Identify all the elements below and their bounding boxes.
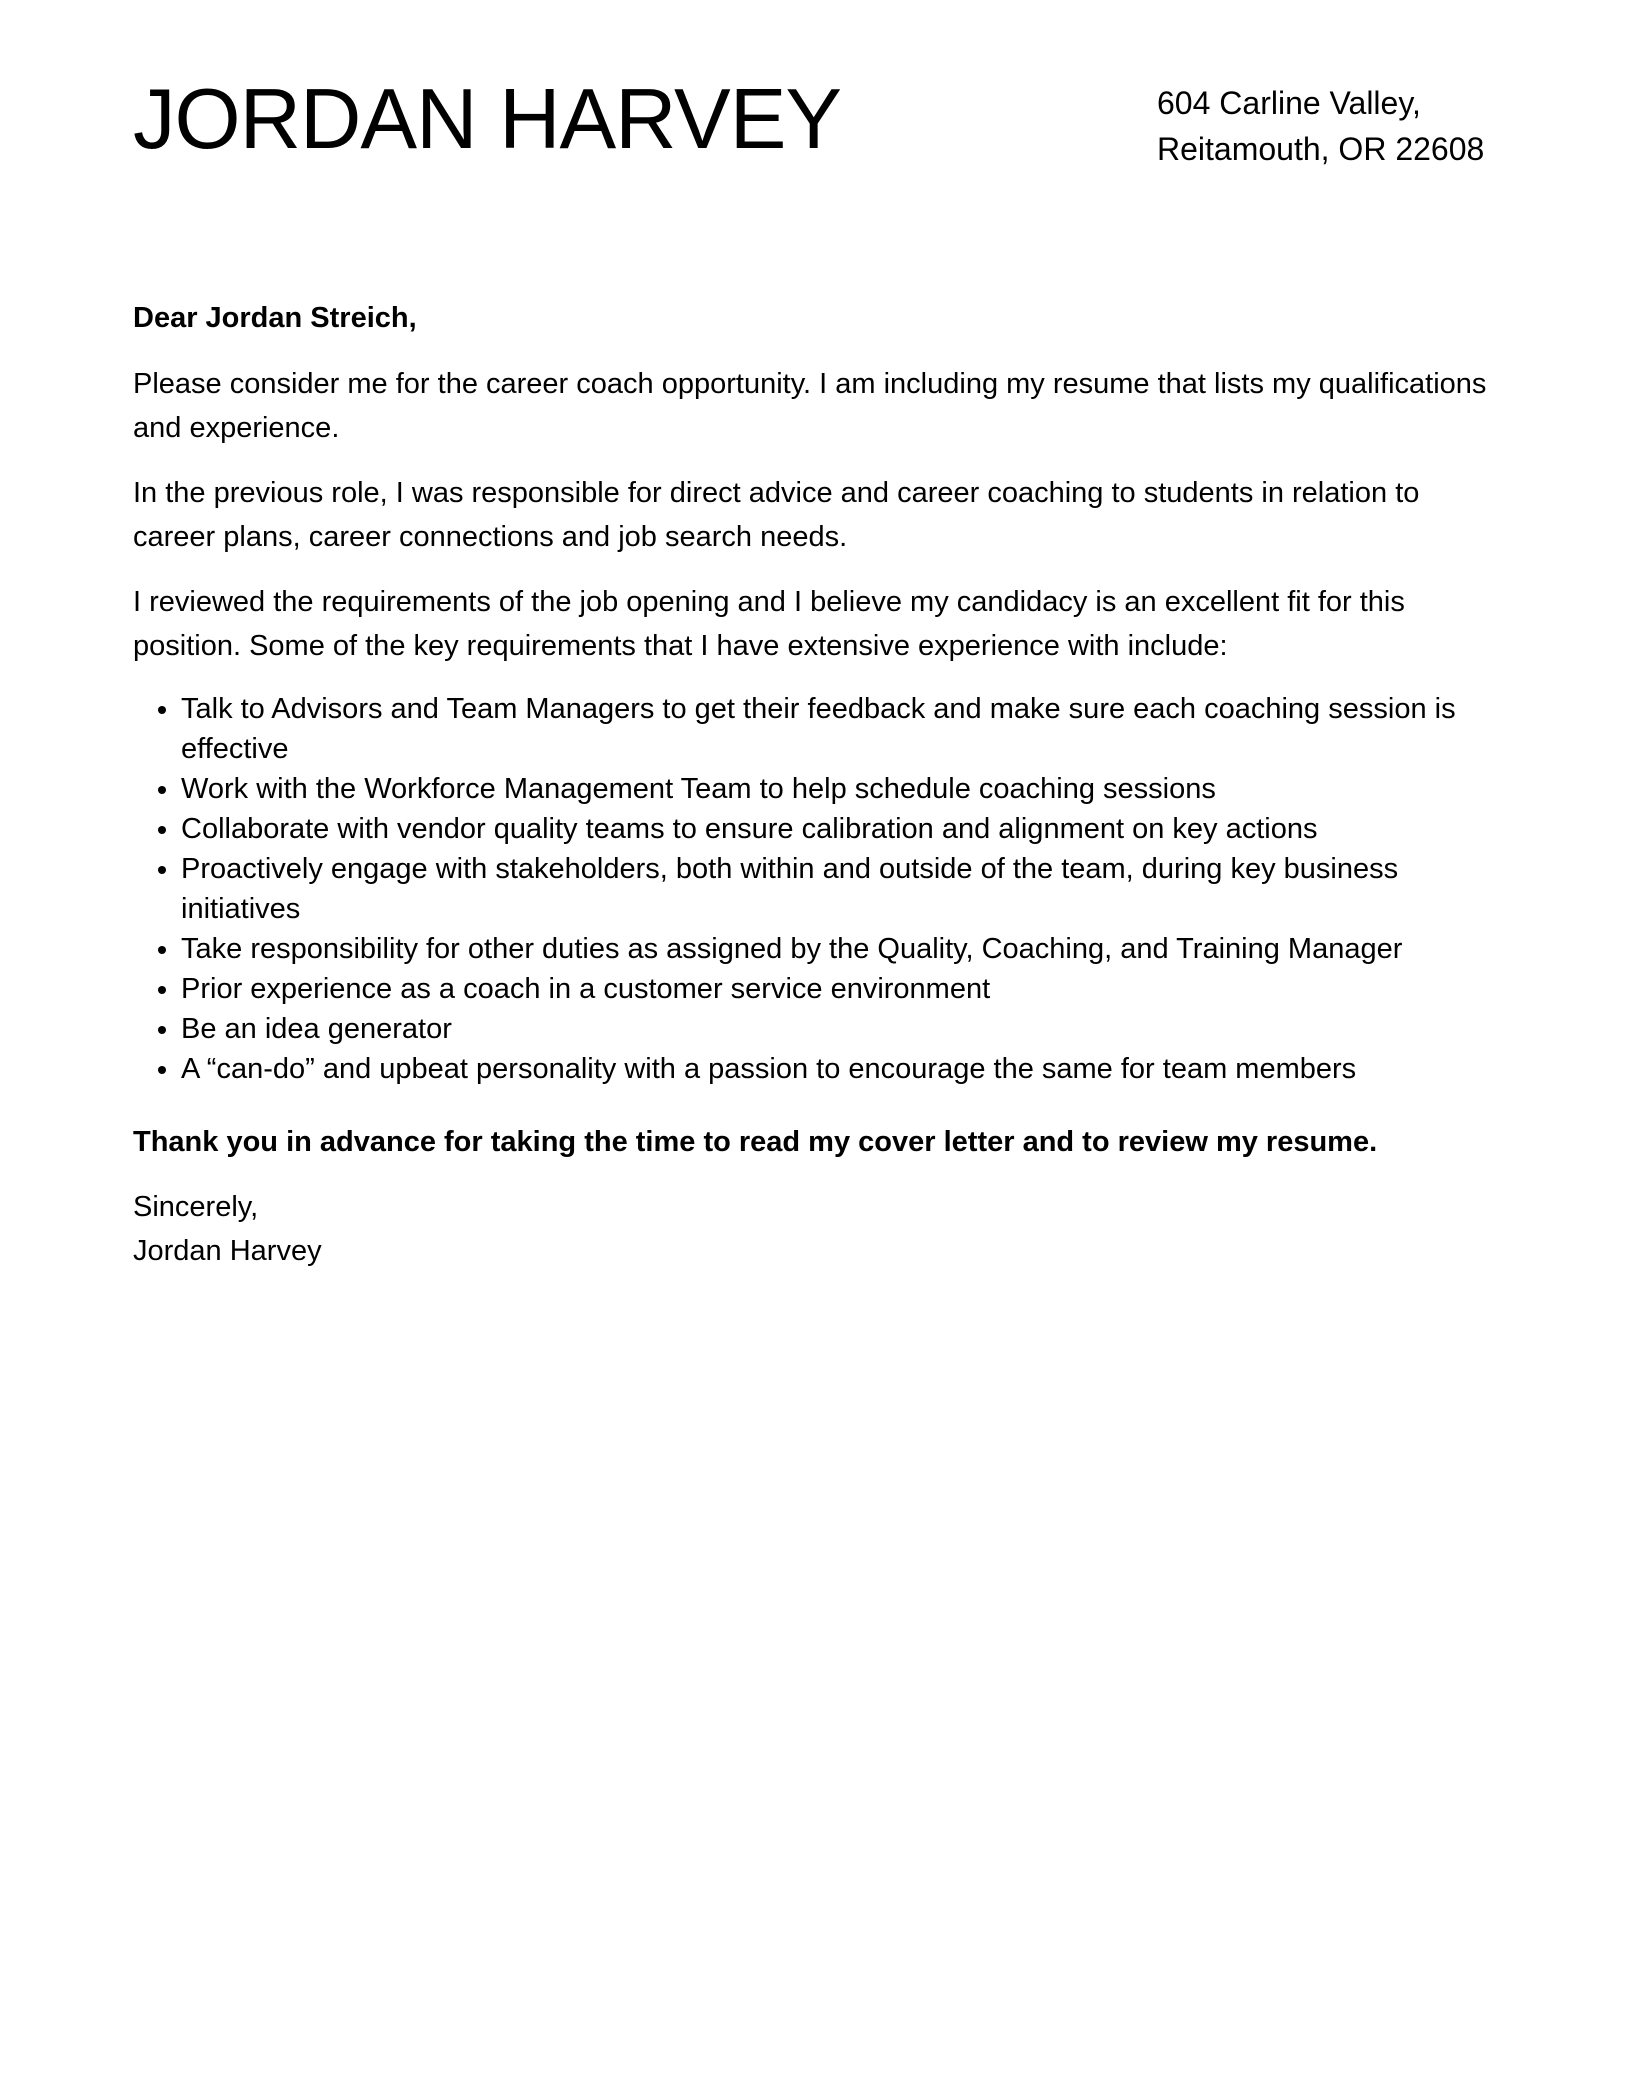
address-block bbox=[1157, 80, 1557, 172]
address-line-1: 604 Carline Valley, bbox=[1157, 85, 1421, 121]
applicant-name: JORDAN HARVEY bbox=[133, 72, 842, 167]
paragraph-intro: Please consider me for the career coach opportunity. I am including my resume that lists my qualifications and experience. bbox=[133, 368, 1487, 444]
list-item: • Prior experience as a coach in a customer service environment bbox=[181, 969, 1503, 1009]
requirements-list bbox=[133, 689, 1503, 1089]
list-item: • A “can-do” and upbeat personality with a passion to encourage the same for team members bbox=[181, 1049, 1503, 1089]
list-item: • Take responsibility for other duties as assigned by the Quality, Coaching, and Training Manager bbox=[181, 929, 1503, 969]
list-item: • Collaborate with vendor quality teams to ensure calibration and alignment on key actions bbox=[181, 809, 1503, 849]
signature: Jordan Harvey bbox=[133, 1235, 322, 1267]
greeting: Dear Jordan Streich, bbox=[133, 302, 417, 334]
address-line-2: Reitamouth, OR 22608 bbox=[1157, 131, 1485, 167]
paragraph-previous-role: In the previous role, I was responsible for direct advice and career coaching to students in relation to career plans, career connections and job search needs. bbox=[133, 477, 1420, 553]
closing: Sincerely, bbox=[133, 1191, 259, 1223]
paragraph-requirements-intro: I reviewed the requirements of the job opening and I believe my candidacy is an excellent fit for this position. Some of the key requirements that I have extensive experience with include: bbox=[133, 586, 1405, 662]
list-item: • Work with the Workforce Management Team to help schedule coaching sessions bbox=[181, 769, 1503, 809]
thank-you-line: Thank you in advance for taking the time to read my cover letter and to review my resume. bbox=[133, 1126, 1378, 1158]
list-item: • Be an idea generator bbox=[181, 1009, 1503, 1049]
list-item: • Talk to Advisors and Team Managers to get their feedback and make sure each coaching session is effective bbox=[181, 689, 1503, 769]
list-item: • Proactively engage with stakeholders, both within and outside of the team, during key business initiatives bbox=[181, 849, 1503, 929]
letter-body bbox=[133, 296, 1503, 1273]
